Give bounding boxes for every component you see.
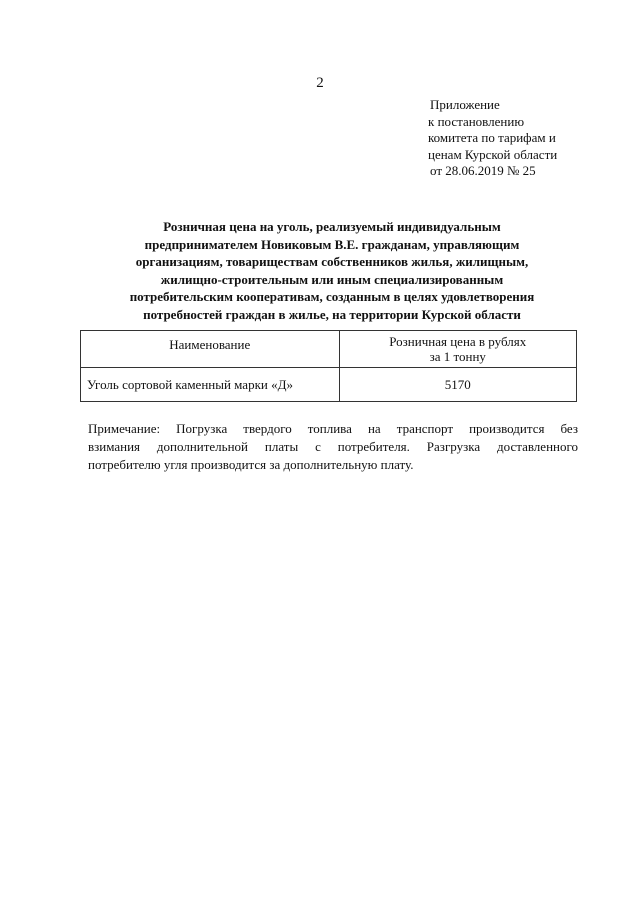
header-price-label: Розничная цена в рублях <box>389 334 527 349</box>
appendix-line: к постановлению <box>428 113 525 129</box>
note-line: Примечание: Погрузка твердого топлива на транспорт производится без <box>88 421 578 436</box>
appendix-date-number: от 28.06.2019 № 25 <box>430 163 536 178</box>
title-line: предпринимателем Новиковым В.Е. гражданам, управляющим <box>144 236 520 252</box>
title-line: организациям, товариществам собственников жилья, жилищным, <box>135 254 529 269</box>
page-number: 2 <box>316 75 324 91</box>
title-line: потребностей граждан в жилье, на территории Курской области <box>143 306 521 322</box>
note-paragraph <box>88 420 578 474</box>
header-name-cell <box>81 331 340 368</box>
note-line: взимания дополнительной платы с потребителя. Разгрузка доставленного <box>88 439 578 454</box>
price-table <box>80 330 577 402</box>
appendix-line: Приложение <box>430 97 500 112</box>
table-row <box>81 368 577 402</box>
header-price-cell <box>339 331 576 368</box>
document-title <box>80 218 584 323</box>
title-line: потребительским кооперативам, созданным в целях удовлетворения <box>129 289 535 304</box>
title-line: жилищно-строительным или иным специализированным <box>160 271 504 287</box>
table-header-row <box>81 331 577 368</box>
appendix-line: ценам Курской области <box>428 146 558 162</box>
appendix-line: комитета по тарифам и <box>428 130 556 145</box>
header-name-label: Наименование <box>169 337 251 352</box>
product-price-cell: 5170 <box>339 368 576 402</box>
product-name-cell: Уголь сортовой каменный марки «Д» <box>81 368 340 402</box>
title-line: Розничная цена на уголь, реализуемый индивидуальным <box>163 219 501 234</box>
note-line: потребителю угля производится за дополнительную плату. <box>88 457 414 472</box>
appendix-block <box>424 97 624 180</box>
header-price-unit: за 1 тонну <box>429 349 486 364</box>
